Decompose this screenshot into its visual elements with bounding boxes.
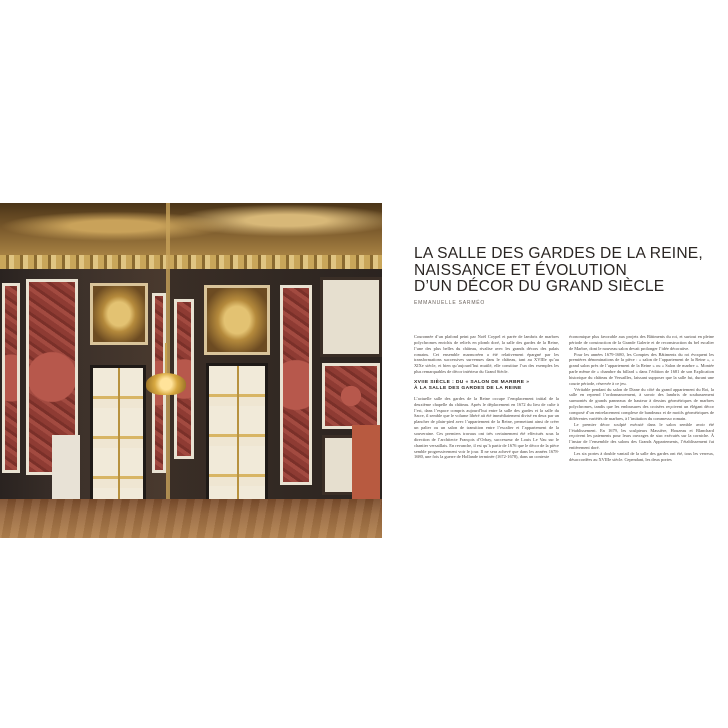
body-paragraph: économique plus favorable aux projets des Bâtiments du roi, et surtout en pleine période de construction de la Grande Galerie et de reconstruction du bel escalier de Marbre, dont le nouveau salon devait prolonger l’idée décorative. xyxy=(569,334,714,351)
author-byline: EMMANUELLE SARMÉO xyxy=(414,300,486,306)
body-paragraph: Le premier décor sculpté exécuté dans le salon semble avoir été l’établissement. En 1679, les sculpteurs Massière, Houzeau et Blanchard reçoivent les paiements pour leurs ouvrages de stuc exécutés sur la corniche. À l’instar de l’ensemble des salons des Grands Appartements, l’établissement fut entièrement doré. xyxy=(569,421,714,451)
parquet-floor xyxy=(0,499,382,538)
body-paragraph: Véritable pendant du salon de Diane du côté du grand appartement du Roi, la salle en reprend l’ordonnancement, à savoir des lambris de soubassement surmontés de grands panneaux de hauteur à dessins géométriques de marbres polychromes, tandis que les embrasures des croisées reçoivent un élégant décor composé d’un entrelacement complexe de bandeaux et de motifs géométriques de différentes variétés de marbres, à l’imitation du commesso romain. xyxy=(569,386,714,421)
body-paragraph: Pour les années 1679-1680, les Comptes des Bâtiments du roi évoquent les premières dénominations de la pièce : « salon de l’appartement de la Reine », « grand salon près de l’appartement de la Reine » ou « Salon de marbre ». Montée parle même de « chambre du billard » dans l’édition de 1681 de son Explication historique du château de Versailles, laissant supposer que la salle fut, durant une courte période, réservée à ce jeu. xyxy=(569,351,714,386)
double-door xyxy=(206,363,268,503)
subheading-line: XVIIE SIÈCLE : DU « SALON DE MARBRE » xyxy=(414,379,530,385)
marble-panel xyxy=(280,285,312,485)
gilded-relief-panel xyxy=(90,283,148,345)
painted-ceiling xyxy=(0,203,382,261)
geometric-panel xyxy=(320,277,382,357)
subheading-line: À LA SALLE DES GARDES DE LA REINE xyxy=(414,385,522,391)
marble-panel xyxy=(322,363,380,429)
title-line: LA SALLE DES GARDES DE LA REINE, xyxy=(414,245,703,262)
gilded-relief-panel xyxy=(204,285,270,355)
title-line: NAISSANCE ET ÉVOLUTION xyxy=(414,261,627,279)
article-title xyxy=(414,246,704,296)
body-paragraph: Les six portes à double vantail de la salle des gardes ont été, tous les verreux, désaccordées au XVIIIe siècle. Cependant, les deux portes xyxy=(569,450,714,462)
body-paragraph: L’actuelle salle des gardes de la Reine occupe l’emplacement initial de la deuxième chapelle du château. Après le déplacement en 1672 du lieu de culte à l’est, dans l’espace compris aujourd’hui entre la salle des gardes et la salle du Sacre, il semble que le volume libéré ait été immédiatement divisé en deux par un plancher de plain-pied avec l’appartement de la Reine, permettant ainsi de créer un palier ou un salon de transition entre l’escalier et l’appartement de la souveraine. Ces premiers travaux ont très certainement été effectués sous la direction de l’architecte François d’Orbay, successeur de Louis Le Vau sur le chantier versaillais. En revanche, il est qu’à partir de 1676 que le décor de la pièce semble progressivement voir le jour. Il ne sera achevé que dans les années 1678-1680, une fois la guerre de Hollande terminée (1672-1678), dans un contexte xyxy=(414,395,559,460)
section-subheading xyxy=(414,380,559,392)
chandelier xyxy=(140,343,192,413)
text-column-right xyxy=(569,334,714,463)
double-door xyxy=(90,365,146,505)
room-photograph xyxy=(0,203,382,538)
text-column-left xyxy=(414,334,559,460)
title-line: D’UN DÉCOR DU GRAND SIÈCLE xyxy=(414,278,665,296)
intro-paragraph: Couronnée d’un plafond peint par Noël Coypel et parée de lambris de marbres polychromes enrichis de reliefs en plomb doré, la salle des gardes de la Reine, l’une des plus belles du château, rivalise avec les grands décors des palais romains. Cet ensemble marmoréen a été relativement épargné par les transformations successives survenues dans le château, tant au XVIIIe qu’au XIXe siècle, et bien qu’aujourd’hui mutilé, elle constitue l’un des exemples les plus remarquables de décor intérieur du Grand Siècle. xyxy=(414,334,559,375)
marble-panel xyxy=(2,283,20,473)
